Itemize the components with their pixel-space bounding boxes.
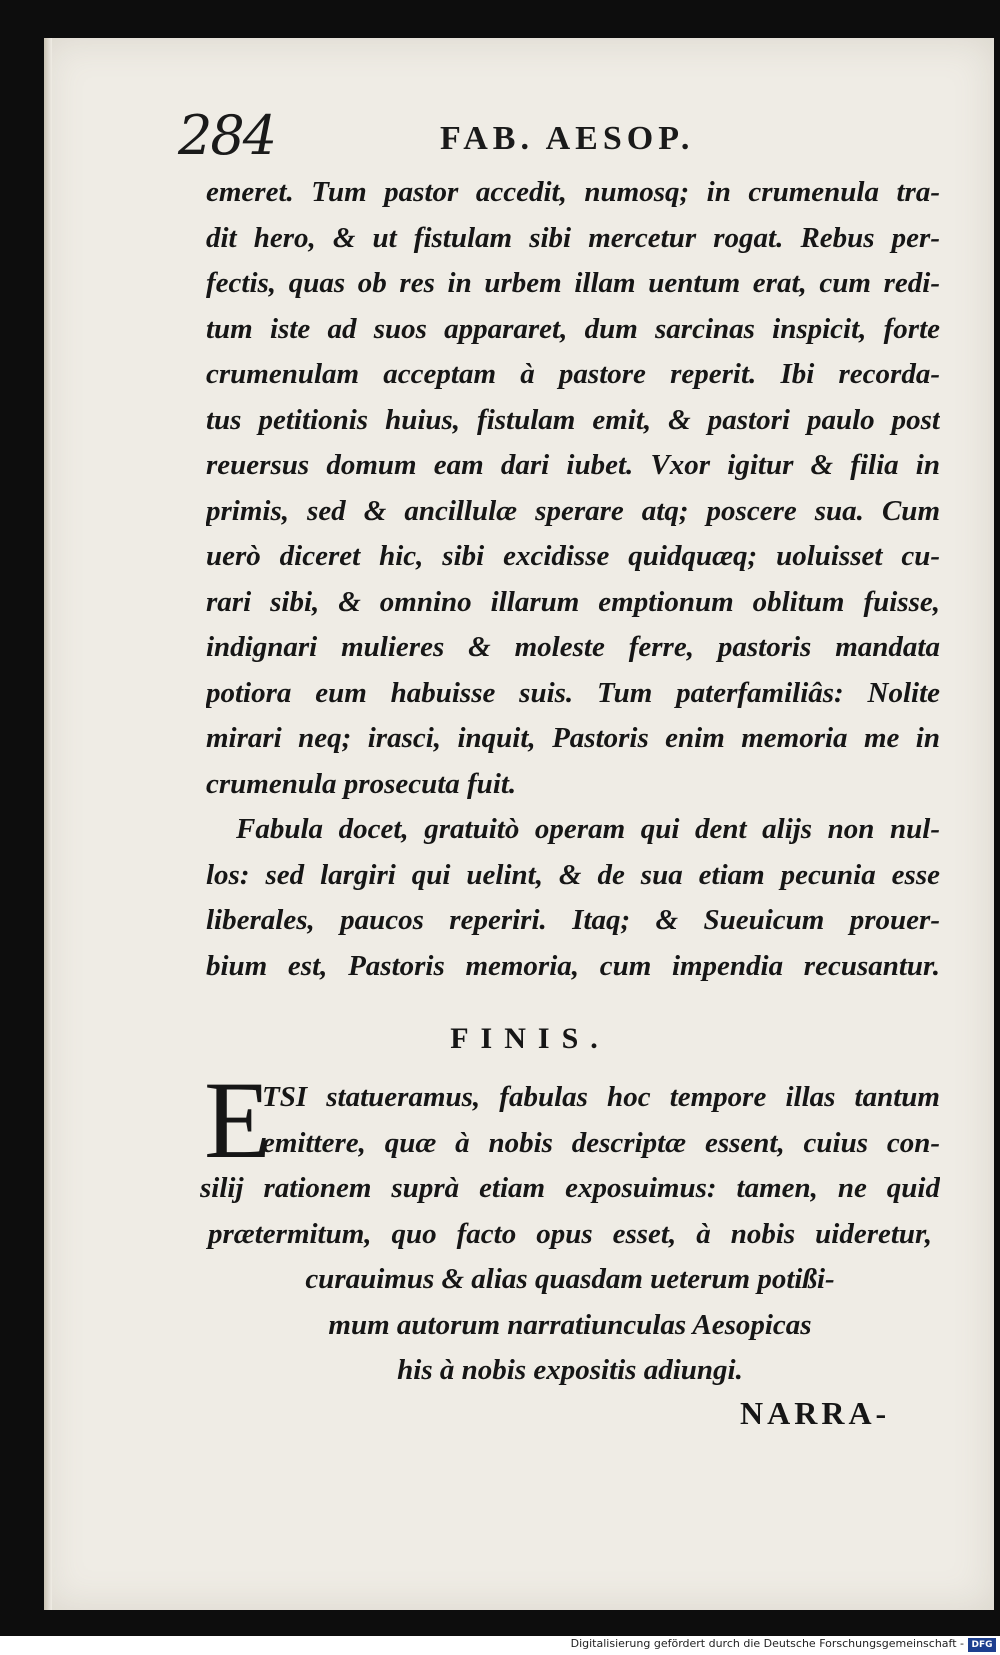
main-text (206, 170, 940, 989)
moral-line: liberales, paucos reperiri. Itaq; & Sueuicum prouer- (206, 904, 940, 936)
appendix-line: prætermitum, quo facto opus esset, à nobis uideretur, (208, 1217, 932, 1250)
dfg-logo: DFG (968, 1638, 996, 1652)
text-line: fectis, quas ob res in urbem illam uentum erat, cum redi- (206, 267, 940, 299)
appendix-line: emittere, quæ à nobis descriptæ essent, cuius con- (262, 1126, 940, 1159)
text-line: crumenulam acceptam à pastore reperit. Ibi recorda- (206, 358, 940, 390)
text-line: tus petitionis huius, fistulam emit, & pastori paulo post (206, 403, 940, 436)
text-line: rari sibi, & omnino illarum emptionum oblitum fuisse, (206, 585, 940, 618)
digitization-credit: Digitalisierung gefördert durch die Deutsche Forschungsgemeinschaft - (570, 1637, 964, 1650)
appendix-line: mum autorum narratiunculas Aesopicas (328, 1308, 812, 1341)
drop-capital: E (204, 1059, 272, 1181)
text-line: reuersus domum eam dari iubet. Vxor igitur & filia in (206, 449, 940, 481)
moral-line: Fabula docet, gratuitò operam qui dent alijs non nul- (236, 813, 940, 845)
text-line: crumenula prosecuta fuit. (206, 767, 517, 800)
finis-heading: FINIS. (450, 1022, 610, 1055)
appendix-line: TSI statueramus, fabulas hoc tempore illas tantum (262, 1081, 940, 1113)
catchword: NARRA- (740, 1395, 891, 1431)
text-line: emeret. Tum pastor accedit, numosq; in crumenula tra- (206, 176, 940, 208)
moral-line: los: sed largiri qui uelint, & de sua etiam pecunia esse (206, 858, 940, 891)
appendix-line: silij rationem suprà etiam exposuimus: tamen, ne quid (200, 1172, 940, 1204)
page-edge (44, 38, 52, 1610)
appendix-line: his à nobis expositis adiungi. (397, 1354, 743, 1386)
appendix-text (200, 1075, 940, 1394)
running-head: FAB. AESOP. (440, 120, 695, 157)
page-number: 284 (178, 104, 276, 167)
moral-line: bium est, Pastoris memoria, cum impendia recusantur. (206, 949, 940, 982)
text-line: tum iste ad suos appararet, dum sarcinas inspicit, forte (206, 312, 940, 345)
text-line: mirari neq; irasci, inquit, Pastoris enim memoria me in (206, 722, 940, 754)
text-line: potiora eum habuisse suis. Tum paterfamiliâs: Nolite (206, 676, 940, 709)
text-line: dit hero, & ut fistulam sibi mercetur rogat. Rebus per- (206, 221, 940, 254)
text-line: uerò diceret hic, sibi excidisse quidquæq; uoluisset cu- (206, 540, 940, 572)
text-line: indignari mulieres & moleste ferre, pastoris mandata (206, 631, 940, 663)
appendix-line: curauimus & alias quasdam ueterum potißi- (305, 1263, 835, 1295)
text-line: primis, sed & ancillulæ sperare atq; poscere sua. Cum (206, 494, 940, 527)
